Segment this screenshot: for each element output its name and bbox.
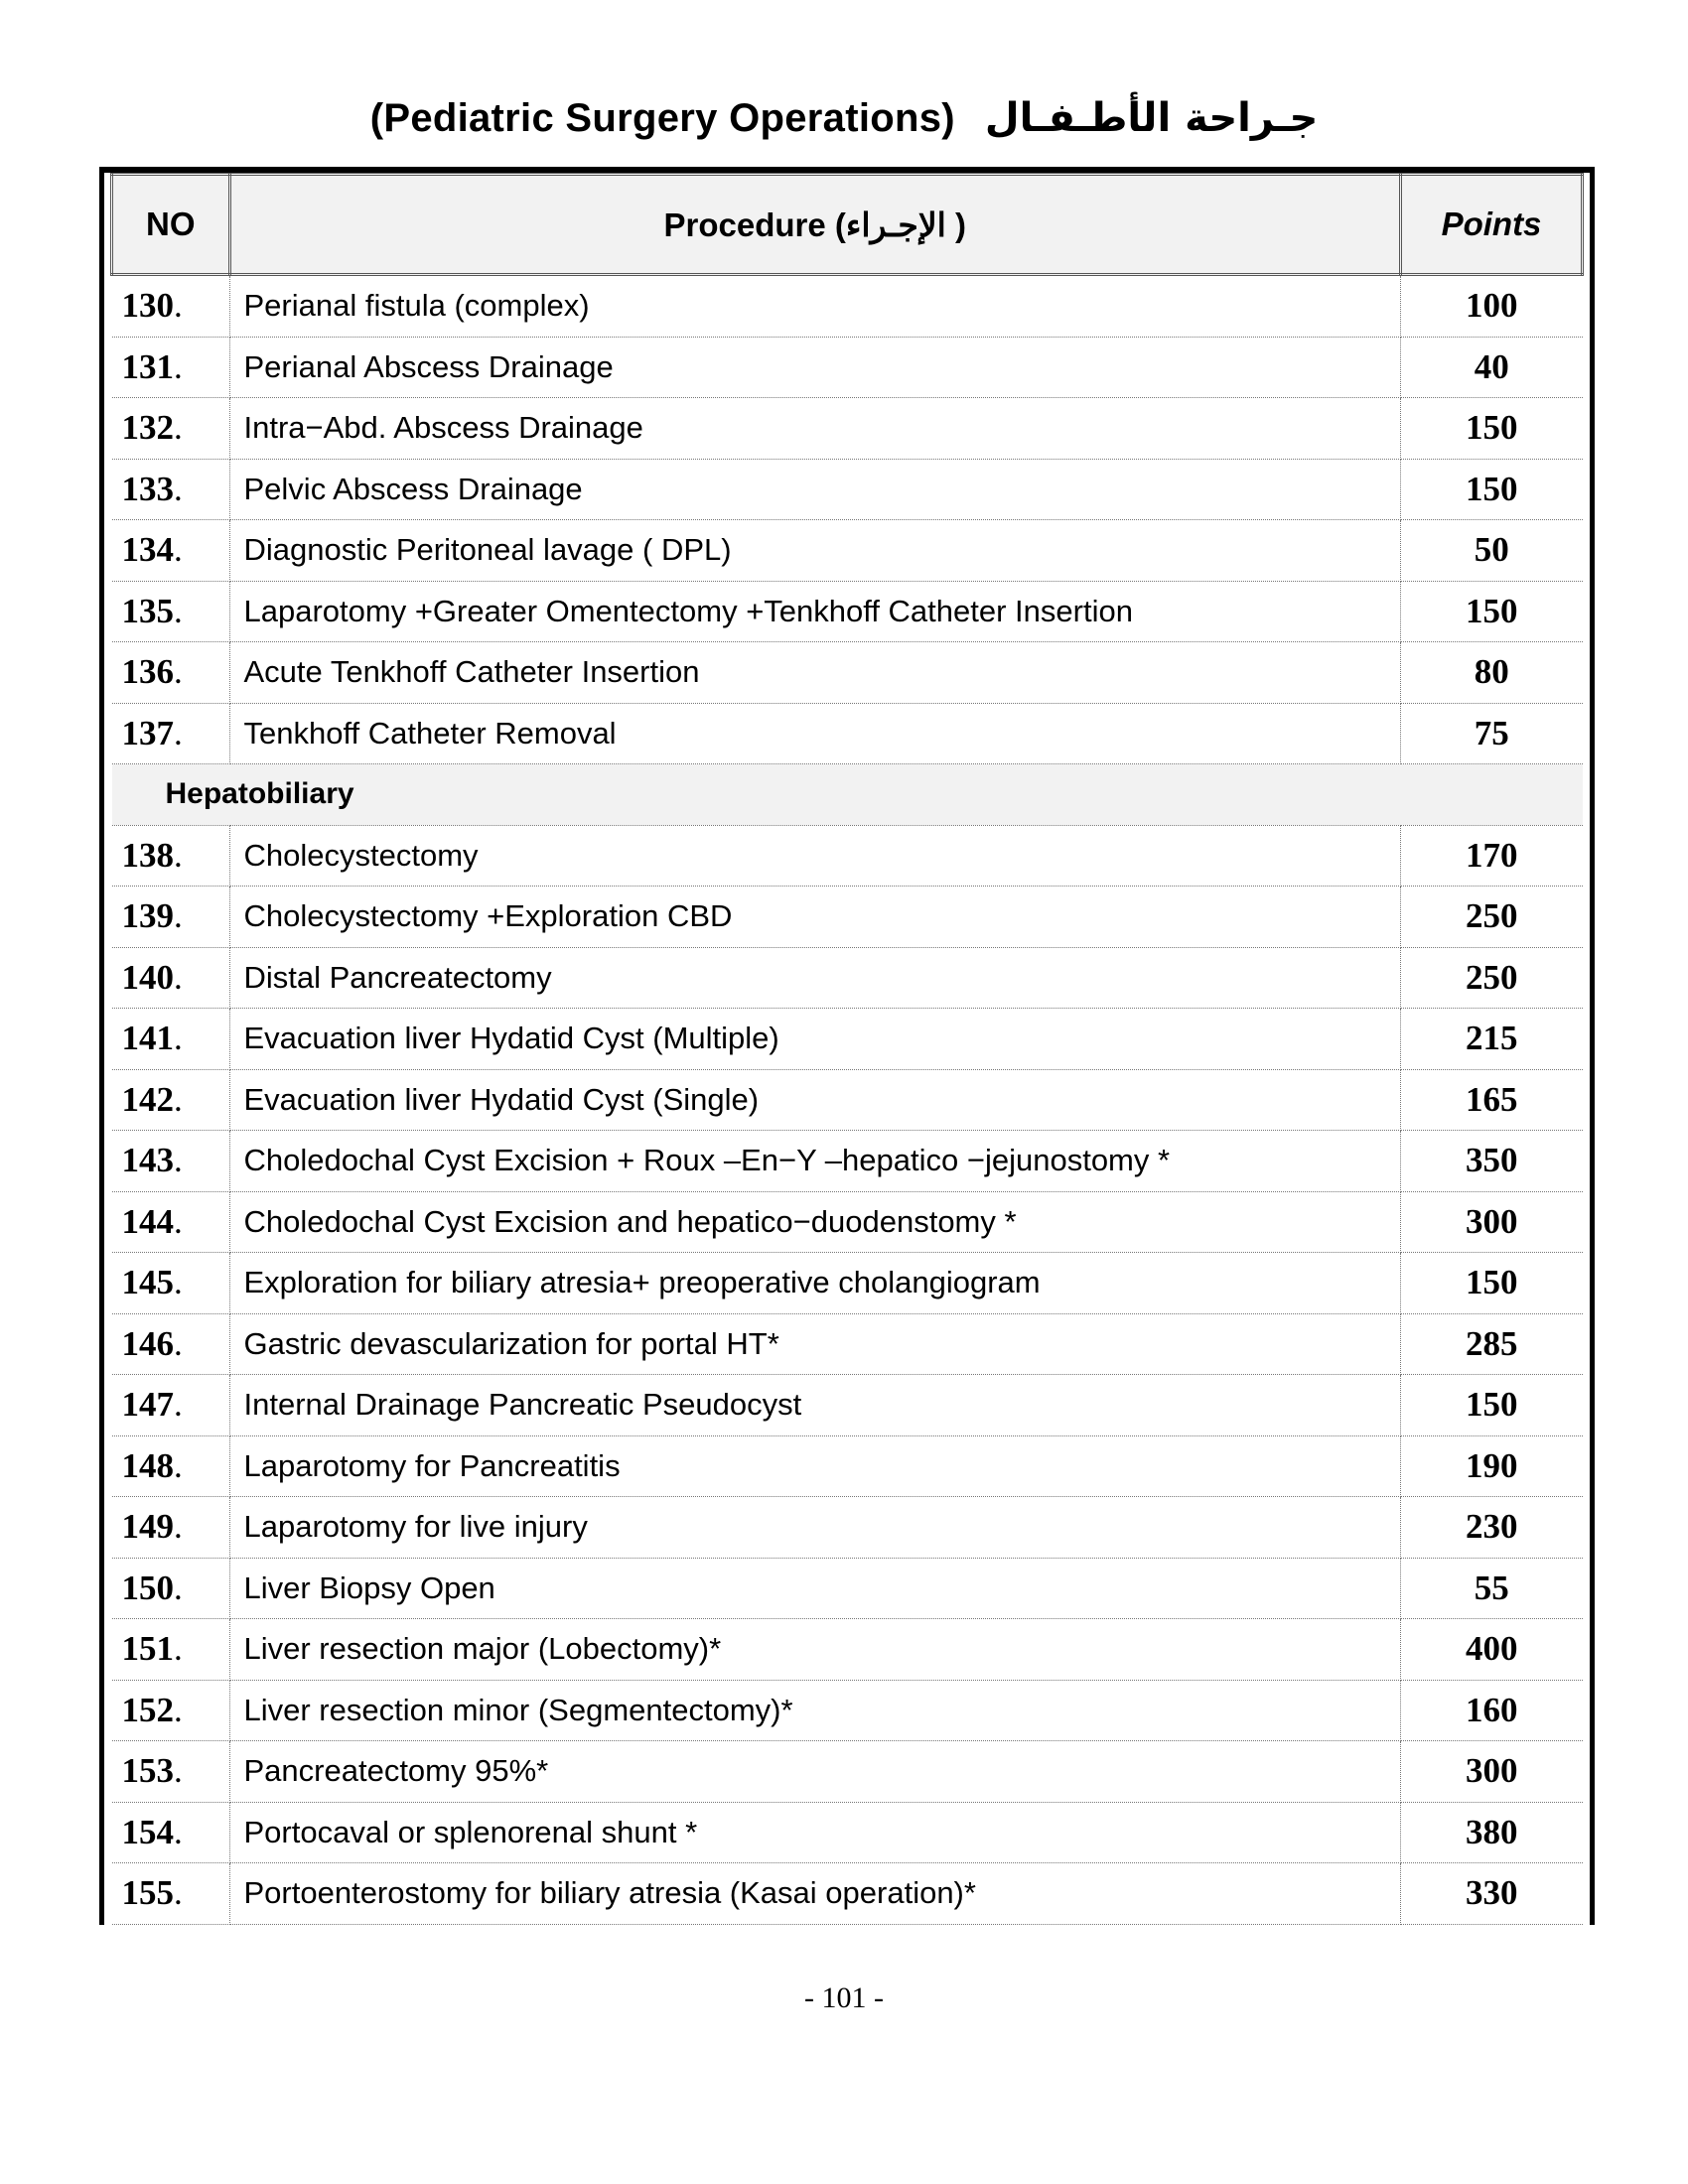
table-row — [112, 1558, 1583, 1619]
section-label: Hepatobiliary — [112, 764, 1583, 826]
row-number: 151. — [112, 1619, 230, 1681]
row-number: 153. — [112, 1741, 230, 1803]
row-number-value: 131 — [121, 346, 174, 386]
row-points: 300 — [1401, 1191, 1583, 1253]
row-number: 137. — [112, 703, 230, 764]
row-procedure: Liver resection major (Lobectomy)* — [229, 1619, 1401, 1681]
row-points: 40 — [1401, 337, 1583, 398]
table-row — [112, 1619, 1583, 1681]
row-number: 136. — [112, 642, 230, 704]
table-row — [112, 581, 1583, 642]
row-number-value: 139 — [121, 896, 174, 936]
row-number: 142. — [112, 1069, 230, 1131]
row-number: 141. — [112, 1009, 230, 1070]
row-points: 150 — [1401, 398, 1583, 460]
table-row — [112, 1741, 1583, 1803]
table-row — [112, 337, 1583, 398]
row-points: 350 — [1401, 1131, 1583, 1192]
row-points: 165 — [1401, 1069, 1583, 1131]
row-number-value: 153 — [121, 1751, 174, 1791]
row-procedure: Perianal fistula (complex) — [229, 275, 1401, 338]
row-number: 134. — [112, 520, 230, 582]
row-number: 140. — [112, 947, 230, 1009]
row-points: 250 — [1401, 887, 1583, 948]
title-english: (Pediatric Surgery Operations) — [369, 96, 955, 140]
row-procedure: Liver Biopsy Open — [229, 1558, 1401, 1619]
row-number-value: 136 — [121, 652, 174, 692]
row-number-value: 140 — [121, 957, 174, 997]
row-number: 132. — [112, 398, 230, 460]
row-points: 230 — [1401, 1497, 1583, 1559]
row-procedure: Gastric devascularization for portal HT* — [229, 1313, 1401, 1375]
table-row — [112, 1863, 1583, 1925]
row-procedure: Pancreatectomy 95%* — [229, 1741, 1401, 1803]
row-points: 380 — [1401, 1802, 1583, 1863]
row-points: 170 — [1401, 825, 1583, 887]
row-procedure: Acute Tenkhoff Catheter Insertion — [229, 642, 1401, 704]
row-points: 285 — [1401, 1313, 1583, 1375]
row-procedure: Cholecystectomy — [229, 825, 1401, 887]
row-number: 148. — [112, 1435, 230, 1497]
section-row — [112, 764, 1583, 826]
row-number: 152. — [112, 1680, 230, 1741]
row-number-value: 130 — [121, 286, 174, 326]
table-row — [112, 1680, 1583, 1741]
row-points: 400 — [1401, 1619, 1583, 1681]
table-row — [112, 1253, 1583, 1314]
row-number: 135. — [112, 581, 230, 642]
table-body — [112, 275, 1583, 1925]
row-number-value: 151 — [121, 1629, 174, 1669]
table-row — [112, 947, 1583, 1009]
row-number: 150. — [112, 1558, 230, 1619]
row-number: 144. — [112, 1191, 230, 1253]
row-number: 154. — [112, 1802, 230, 1863]
table-row — [112, 1802, 1583, 1863]
row-procedure: Diagnostic Peritoneal lavage ( DPL) — [229, 520, 1401, 582]
row-procedure: Portocaval or splenorenal shunt * — [229, 1802, 1401, 1863]
table-row — [112, 1497, 1583, 1559]
row-number-value: 141 — [121, 1019, 174, 1058]
table-row — [112, 1313, 1583, 1375]
row-procedure: Laparotomy for live injury — [229, 1497, 1401, 1559]
row-number-value: 148 — [121, 1445, 174, 1485]
row-procedure: Laparotomy +Greater Omentectomy +Tenkhoff Catheter Insertion — [229, 581, 1401, 642]
row-number: 143. — [112, 1131, 230, 1192]
header-points: Points — [1401, 175, 1583, 275]
table-row — [112, 1069, 1583, 1131]
row-number-value: 154 — [121, 1812, 174, 1851]
row-number: 147. — [112, 1375, 230, 1436]
header-no: NO — [112, 175, 230, 275]
row-points: 330 — [1401, 1863, 1583, 1925]
row-procedure: Tenkhoff Catheter Removal — [229, 703, 1401, 764]
header-procedure: Procedure (الإجـراء ) — [229, 175, 1401, 275]
row-procedure: Internal Drainage Pancreatic Pseudocyst — [229, 1375, 1401, 1436]
page-title — [0, 95, 1688, 141]
row-number-value: 145 — [121, 1263, 174, 1302]
row-number: 130. — [112, 275, 230, 338]
row-number: 138. — [112, 825, 230, 887]
row-number: 145. — [112, 1253, 230, 1314]
row-number-value: 144 — [121, 1201, 174, 1241]
row-number-value: 137 — [121, 713, 174, 752]
table-row — [112, 459, 1583, 520]
row-points: 55 — [1401, 1558, 1583, 1619]
row-procedure: Liver resection minor (Segmentectomy)* — [229, 1680, 1401, 1741]
row-number-value: 152 — [121, 1690, 174, 1729]
table-row — [112, 703, 1583, 764]
row-procedure: Laparotomy for Pancreatitis — [229, 1435, 1401, 1497]
row-procedure: Portoenterostomy for biliary atresia (Kasai operation)* — [229, 1863, 1401, 1925]
table-row — [112, 1375, 1583, 1436]
row-number-value: 133 — [121, 469, 174, 508]
row-number-value: 155 — [121, 1873, 174, 1913]
row-number-value: 138 — [121, 835, 174, 875]
row-procedure: Pelvic Abscess Drainage — [229, 459, 1401, 520]
row-points: 250 — [1401, 947, 1583, 1009]
row-points: 150 — [1401, 581, 1583, 642]
table-row — [112, 1131, 1583, 1192]
row-procedure: Exploration for biliary atresia+ preoperative cholangiogram — [229, 1253, 1401, 1314]
row-number: 149. — [112, 1497, 230, 1559]
row-procedure: Evacuation liver Hydatid Cyst (Multiple) — [229, 1009, 1401, 1070]
table-row — [112, 1009, 1583, 1070]
row-procedure: Choledochal Cyst Excision and hepatico−duodenstomy * — [229, 1191, 1401, 1253]
table-row — [112, 887, 1583, 948]
table-row — [112, 825, 1583, 887]
row-number: 146. — [112, 1313, 230, 1375]
row-number-value: 143 — [121, 1141, 174, 1180]
procedures-table — [110, 173, 1584, 1925]
row-points: 150 — [1401, 1375, 1583, 1436]
row-procedure: Distal Pancreatectomy — [229, 947, 1401, 1009]
row-number: 139. — [112, 887, 230, 948]
row-procedure: Intra−Abd. Abscess Drainage — [229, 398, 1401, 460]
row-number-value: 142 — [121, 1079, 174, 1119]
table-row — [112, 520, 1583, 582]
row-procedure: Cholecystectomy +Exploration CBD — [229, 887, 1401, 948]
row-number-value: 135 — [121, 591, 174, 630]
procedures-table-frame — [99, 167, 1595, 1925]
row-number-value: 150 — [121, 1568, 174, 1607]
row-points: 150 — [1401, 459, 1583, 520]
table-row — [112, 642, 1583, 704]
row-number-value: 134 — [121, 530, 174, 570]
row-points: 75 — [1401, 703, 1583, 764]
table-row — [112, 398, 1583, 460]
row-points: 215 — [1401, 1009, 1583, 1070]
row-number: 131. — [112, 337, 230, 398]
table-row — [112, 275, 1583, 338]
table-row — [112, 1435, 1583, 1497]
row-procedure: Perianal Abscess Drainage — [229, 337, 1401, 398]
title-arabic: جـراحة الأطـفـال — [984, 95, 1319, 141]
table-row — [112, 1191, 1583, 1253]
row-number: 133. — [112, 459, 230, 520]
page-number: - 101 - — [804, 1981, 884, 2014]
row-points: 160 — [1401, 1680, 1583, 1741]
row-number-value: 147 — [121, 1385, 174, 1425]
row-number-value: 132 — [121, 408, 174, 448]
row-points: 300 — [1401, 1741, 1583, 1803]
row-number: 155. — [112, 1863, 230, 1925]
table-header-row — [112, 175, 1583, 275]
row-number-value: 146 — [121, 1323, 174, 1363]
row-procedure: Choledochal Cyst Excision + Roux –En−Y –hepatico −jejunostomy * — [229, 1131, 1401, 1192]
row-points: 100 — [1401, 275, 1583, 338]
row-procedure: Evacuation liver Hydatid Cyst (Single) — [229, 1069, 1401, 1131]
row-points: 150 — [1401, 1253, 1583, 1314]
row-number-value: 149 — [121, 1507, 174, 1547]
row-points: 190 — [1401, 1435, 1583, 1497]
row-points: 50 — [1401, 520, 1583, 582]
row-points: 80 — [1401, 642, 1583, 704]
